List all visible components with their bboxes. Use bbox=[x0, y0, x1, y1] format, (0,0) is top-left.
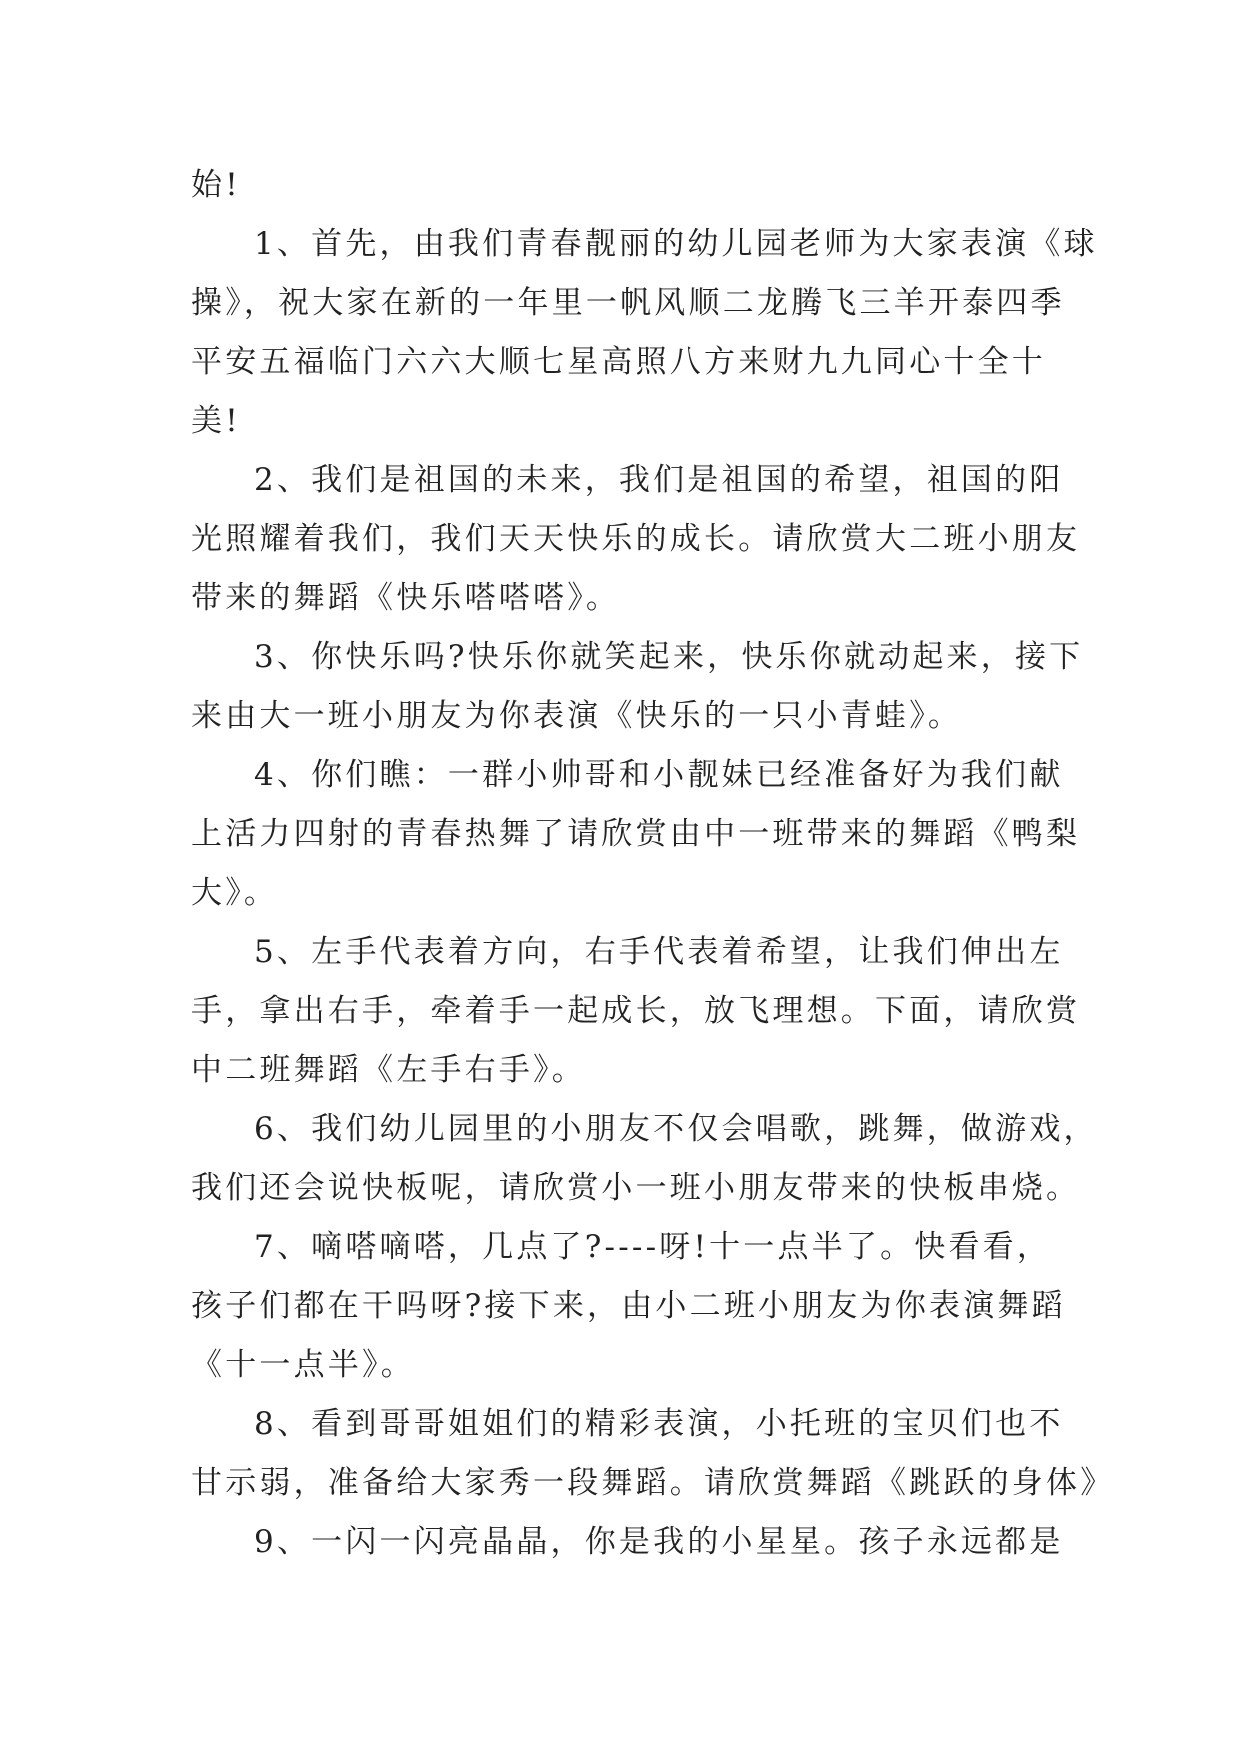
text-line: 孩子们都在干吗呀?接下来，由小二班小朋友为你表演舞蹈 bbox=[191, 1288, 1066, 1324]
paragraph-6-line: 6、我们幼儿园里的小朋友不仅会唱歌，跳舞，做游戏， bbox=[254, 1111, 1098, 1147]
paragraph-9-line: 9、一闪一闪亮晶晶，你是我的小星星。孩子永远都是 bbox=[254, 1524, 1064, 1560]
document-page bbox=[191, 156, 1115, 1572]
paragraph-3-line: 3、你快乐吗?快乐你就笑起来，快乐你就动起来，接下 bbox=[254, 639, 1084, 675]
text-line: 甘示弱，准备给大家秀一段舞蹈。请欣赏舞蹈《跳跃的身体》 bbox=[191, 1465, 1115, 1501]
paragraph-1-line: 1、首先，由我们青春靓丽的幼儿园老师为大家表演《球 bbox=[254, 226, 1098, 262]
text-line: 来由大一班小朋友为你表演《快乐的一只小青蛙》。 bbox=[191, 698, 963, 734]
paragraph-8-line: 8、看到哥哥姐姐们的精彩表演，小托班的宝贝们也不 bbox=[254, 1406, 1064, 1442]
text-line: 上活力四射的青春热舞了请欣赏由中一班带来的舞蹈《鸭梨 bbox=[191, 816, 1081, 852]
text-line: 操》，祝大家在新的一年里一帆风顺二龙腾飞三羊开泰四季 bbox=[191, 285, 1065, 321]
text-line: 平安五福临门六六大顺七星高照八方来财九九同心十全十 bbox=[191, 344, 1046, 380]
text-line: 手，拿出右手，牵着手一起成长，放飞理想。下面，请欣赏 bbox=[191, 993, 1081, 1029]
text-line: 始! bbox=[191, 167, 241, 203]
paragraph-5-line: 5、左手代表着方向，右手代表着希望，让我们伸出左 bbox=[254, 934, 1064, 970]
paragraph-7-line: 7、嘀嗒嘀嗒，几点了?----呀!十一点半了。快看看， bbox=[254, 1229, 1052, 1265]
text-line: 光照耀着我们，我们天天快乐的成长。请欣赏大二班小朋友 bbox=[191, 521, 1081, 557]
paragraph-2-line: 2、我们是祖国的未来，我们是祖国的希望，祖国的阳 bbox=[254, 462, 1064, 498]
text-line: 带来的舞蹈《快乐嗒嗒嗒》。 bbox=[191, 580, 621, 616]
text-line: 中二班舞蹈《左手右手》。 bbox=[191, 1052, 586, 1088]
text-line: 大》。 bbox=[191, 875, 279, 911]
paragraph-4-line: 4、你们瞧：一群小帅哥和小靓妹已经准备好为我们献 bbox=[254, 757, 1064, 793]
text-line: 《十一点半》。 bbox=[191, 1347, 415, 1383]
text-line: 我们还会说快板呢，请欣赏小一班小朋友带来的快板串烧。 bbox=[191, 1170, 1081, 1206]
text-line: 美! bbox=[191, 403, 241, 439]
